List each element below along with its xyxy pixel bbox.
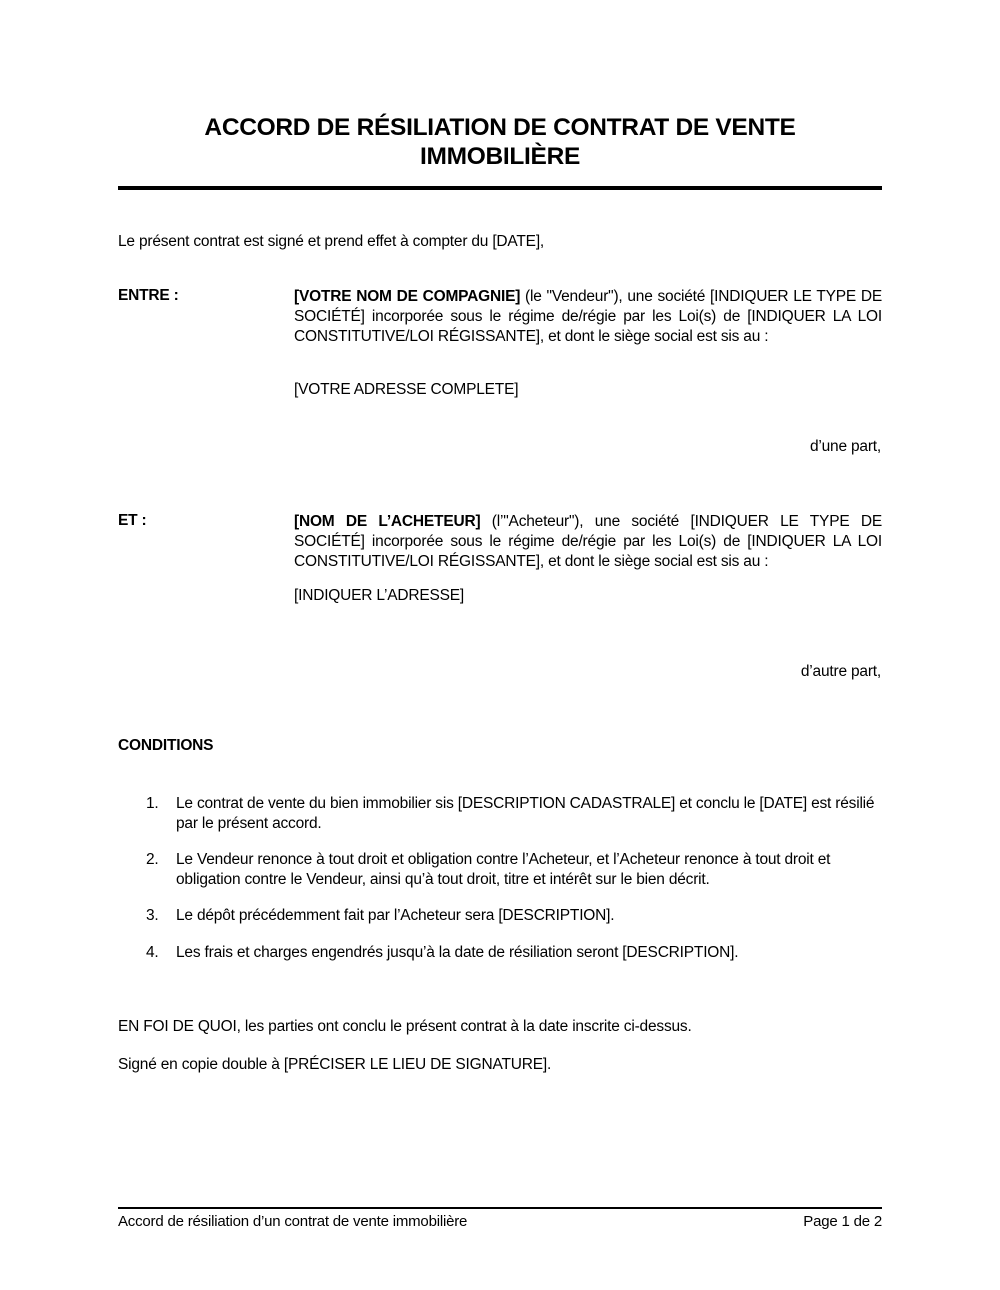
condition-number: 2. bbox=[146, 851, 159, 868]
title-line-2: IMMOBILIÈRE bbox=[419, 143, 581, 170]
condition-number: 1. bbox=[146, 795, 159, 812]
document-title bbox=[118, 113, 882, 171]
seller-details: (le "Vendeur"), une société [INDIQUER LE TYPE DE SOCIÉTÉ] incorporée sous le régime de/régie par les Loi(s) de [INDIQUER LA LOI CONSTITUTIVE/LOI RÉGISSANTE], et dont le siège social est sis au : bbox=[294, 288, 882, 345]
condition-text: Le dépôt précédemment fait par l’Acheteur sera [DESCRIPTION]. bbox=[176, 907, 615, 924]
seller-part: d’une part, bbox=[809, 438, 881, 455]
seller-label: ENTRE : bbox=[118, 287, 179, 304]
condition-number: 4. bbox=[146, 944, 159, 961]
condition-text: Le contrat de vente du bien immobilier sis [DESCRIPTION CADASTRALE] et conclu le [DATE] est résilié par le présent accord. bbox=[176, 795, 875, 832]
seller-name: [VOTRE NOM DE COMPAGNIE] bbox=[294, 288, 521, 305]
condition-text: Les frais et charges engendrés jusqu’à la date de résiliation seront [DESCRIPTION]. bbox=[176, 944, 739, 961]
buyer-details: (l’"Acheteur"), une société [INDIQUER LE TYPE DE SOCIÉTÉ] incorporée sous le régime de/régie par les Loi(s) de [INDIQUER LA LOI CONSTITUTIVE/LOI RÉGISSANTE], et dont le siège social est sis au : bbox=[294, 513, 882, 570]
witness-clause: EN FOI DE QUOI, les parties ont conclu le présent contrat à la date inscrite ci-dessus. bbox=[118, 1018, 692, 1035]
buyer-description bbox=[294, 512, 882, 572]
buyer-address: [INDIQUER L’ADRESSE] bbox=[294, 587, 464, 604]
signature-location: Signé en copie double à [PRÉCISER LE LIEU DE SIGNATURE]. bbox=[118, 1056, 552, 1073]
condition-text: Le Vendeur renonce à tout droit et obligation contre l’Acheteur, et l’Acheteur renonce à tout droit et obligation contre le Vendeur, ainsi qu’à tout droit, titre et intérêt sur le bien décrit. bbox=[176, 851, 831, 888]
buyer-name: [NOM DE L’ACHETEUR] bbox=[294, 513, 481, 530]
buyer-part: d’autre part, bbox=[800, 663, 881, 680]
title-line-1: ACCORD DE RÉSILIATION DE CONTRAT DE VENTE bbox=[204, 114, 796, 141]
seller-address: [VOTRE ADRESSE COMPLETE] bbox=[294, 381, 519, 398]
intro-paragraph: Le présent contrat est signé et prend effet à compter du [DATE], bbox=[118, 233, 545, 250]
condition-number: 3. bbox=[146, 907, 159, 924]
buyer-label: ET : bbox=[118, 512, 147, 529]
footer-document-title: Accord de résiliation d’un contrat de vente immobilière bbox=[118, 1213, 468, 1230]
page-number: Page 1 de 2 bbox=[803, 1213, 882, 1230]
seller-description bbox=[294, 287, 882, 347]
conditions-heading: CONDITIONS bbox=[118, 737, 214, 754]
title-divider bbox=[118, 186, 882, 190]
footer-divider bbox=[118, 1207, 882, 1209]
